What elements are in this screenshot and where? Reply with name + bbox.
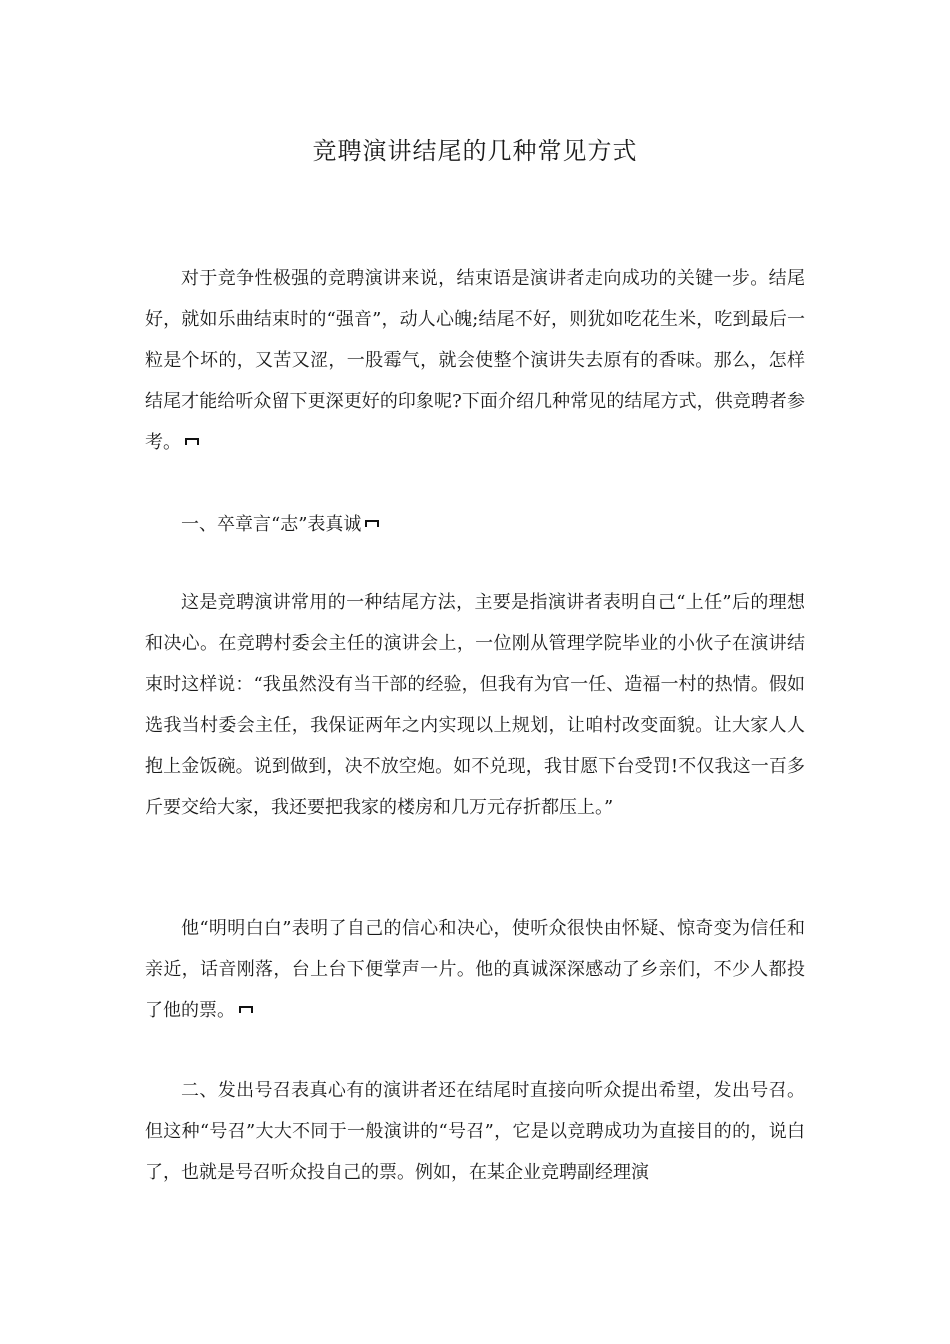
- paragraph-section2-body: [145, 1070, 805, 1193]
- section-heading-1: [145, 504, 805, 545]
- document-title: 竞聘演讲结尾的几种常见方式: [312, 137, 638, 165]
- paragraph-end-mark-icon: [185, 438, 201, 448]
- paragraph-text: 对于竞争性极强的竞聘演讲来说，结束语是演讲者走向成功的关键一步。结尾好，就如乐曲结束时的“强音”，动人心魄;结尾不好，则犹如吃花生米，吃到最后一粒是个坏的，又苦又涩，一股霉气，就会使整个演讲失去原有的香味。那么，怎样结尾才能给听众留下更深更好的印象呢?下面介绍几种常见的结尾方式，供竞聘者参考。: [145, 268, 805, 453]
- paragraph-intro: [145, 258, 805, 463]
- paragraph-end-mark-icon: [365, 520, 381, 530]
- paragraph-section1-body: [145, 582, 805, 828]
- paragraph-text: 二、发出号召表真心有的演讲者还在结尾时直接向听众提出希望，发出号召。但这种“号召”大大不同于一般演讲的“号召”，它是以竞聘成功为直接目的的，说白了，也就是号召听众投自己的票。例如，在某企业竞聘副经理演: [145, 1080, 805, 1183]
- paragraph-text: 这是竞聘演讲常用的一种结尾方法，主要是指演讲者表明自己“上任”后的理想和决心。在竞聘村委会主任的演讲会上，一位刚从管理学院毕业的小伙子在演讲结束时这样说：“我虽然没有当干部的经验，但我有为官一任、造福一村的热情。假如选我当村委会主任，我保证两年之内实现以上规划，让咱村改变面貌。让大家人人抱上金饭碗。说到做到，决不放空炮。如不兑现，我甘愿下台受罚!不仅我这一百多斤要交给大家，我还要把我家的楼房和几万元存折都压上。”: [145, 592, 805, 818]
- paragraph-end-mark-icon: [239, 1006, 255, 1016]
- heading-text: 一、卒章言“志”表真诚: [181, 514, 362, 535]
- paragraph-text: 他“明明白白”表明了自己的信心和决心，使听众很快由怀疑、惊奇变为信任和亲近，话音刚落，台上台下便掌声一片。他的真诚深深感动了乡亲们，不少人都投了他的票。: [145, 918, 805, 1021]
- paragraph-section1-comment: [145, 908, 805, 1031]
